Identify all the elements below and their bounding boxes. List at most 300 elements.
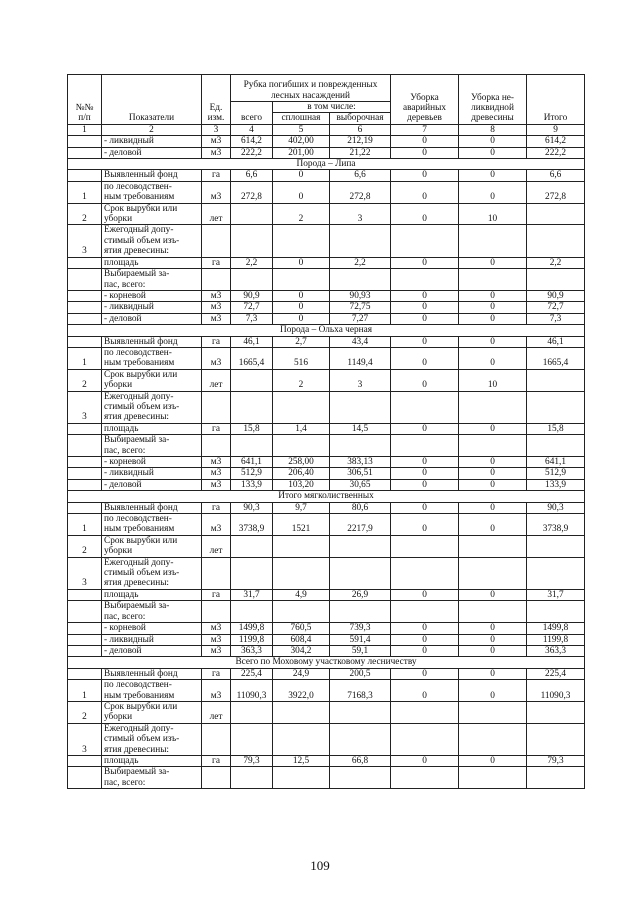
value-cell: 201,00: [273, 147, 330, 158]
value-cell: [527, 203, 585, 225]
value-cell: [459, 767, 527, 789]
value-cell: 0: [459, 755, 527, 766]
indicator-cell: Срок вырубки или уборки: [102, 535, 202, 557]
table-row: [68, 634, 585, 645]
indicator-cell: по лесоводствен- ным требованиям: [102, 680, 202, 702]
row-index-cell: [68, 290, 102, 301]
value-cell: 14,5: [330, 423, 391, 434]
value-cell: 0: [459, 423, 527, 434]
header-unit: Ед. изм.: [202, 75, 231, 125]
value-cell: 0: [459, 347, 527, 369]
unit-cell: м3: [202, 136, 231, 147]
value-cell: 0: [459, 502, 527, 513]
section-title: Порода – Ольха черная: [68, 325, 585, 336]
table-row: [68, 557, 585, 589]
table-row: [68, 589, 585, 600]
table-row: [68, 347, 585, 369]
row-index-cell: [68, 589, 102, 600]
value-cell: 46,1: [527, 336, 585, 347]
value-cell: 0: [273, 290, 330, 301]
row-index-cell: [68, 336, 102, 347]
value-cell: 0: [391, 257, 459, 268]
value-cell: 0: [459, 479, 527, 490]
value-cell: 206,40: [273, 468, 330, 479]
indicator-cell: Ежегодный допу- стимый объем изъ- ятия древесины:: [102, 723, 202, 755]
value-cell: 2,2: [527, 257, 585, 268]
table-row: [68, 203, 585, 225]
unit-cell: м3: [202, 623, 231, 634]
value-cell: [231, 269, 273, 291]
value-cell: 0: [459, 589, 527, 600]
row-index-cell: [68, 269, 102, 291]
table-row: [68, 257, 585, 268]
row-index-cell: 3: [68, 225, 102, 257]
value-cell: [273, 701, 330, 723]
row-index-cell: [68, 435, 102, 457]
value-cell: 0: [391, 755, 459, 766]
unit-cell: га: [202, 668, 231, 679]
value-cell: 363,3: [527, 645, 585, 656]
table-row: [68, 170, 585, 181]
unit-cell: м3: [202, 680, 231, 702]
section-title: Всего по Моховому участковому лесничеству: [68, 657, 585, 668]
value-cell: 614,2: [527, 136, 585, 147]
value-cell: 11090,3: [527, 680, 585, 702]
row-index-cell: [68, 645, 102, 656]
table-row: [68, 147, 585, 158]
value-cell: [231, 435, 273, 457]
row-index-cell: 2: [68, 203, 102, 225]
value-cell: 0: [459, 336, 527, 347]
value-cell: [527, 701, 585, 723]
value-cell: [231, 723, 273, 755]
value-cell: 6,6: [231, 170, 273, 181]
forest-felling-table: [67, 74, 585, 789]
colnum: 5: [273, 124, 330, 135]
value-cell: 225,4: [231, 668, 273, 679]
row-index-cell: 2: [68, 535, 102, 557]
value-cell: 0: [459, 313, 527, 324]
header-incl: в том числе:: [273, 102, 391, 113]
value-cell: 0: [459, 514, 527, 536]
value-cell: 90,9: [527, 290, 585, 301]
value-cell: [391, 535, 459, 557]
row-index-cell: 2: [68, 369, 102, 391]
value-cell: 10: [459, 203, 527, 225]
unit-cell: м3: [202, 147, 231, 158]
value-cell: 3: [330, 203, 391, 225]
unit-cell: га: [202, 502, 231, 513]
value-cell: [231, 767, 273, 789]
indicator-cell: Срок вырубки или уборки: [102, 203, 202, 225]
value-cell: 90,9: [231, 290, 273, 301]
value-cell: 1,4: [273, 423, 330, 434]
value-cell: 258,00: [273, 457, 330, 468]
value-cell: 21,22: [330, 147, 391, 158]
table-row: [68, 423, 585, 434]
indicator-cell: по лесоводствен- ным требованиям: [102, 181, 202, 203]
value-cell: [527, 535, 585, 557]
value-cell: 0: [391, 479, 459, 490]
row-index-cell: [68, 502, 102, 513]
row-index-cell: [68, 468, 102, 479]
value-cell: 90,3: [527, 502, 585, 513]
value-cell: [330, 723, 391, 755]
unit-cell: м3: [202, 514, 231, 536]
value-cell: 0: [391, 645, 459, 656]
value-cell: [231, 701, 273, 723]
section-title-row: [68, 657, 585, 668]
indicator-cell: Срок вырубки или уборки: [102, 369, 202, 391]
indicator-cell: Выбираемый за- пас, всего:: [102, 435, 202, 457]
value-cell: [527, 369, 585, 391]
table-row: [68, 645, 585, 656]
value-cell: [330, 557, 391, 589]
colnum: 1: [68, 124, 102, 135]
indicator-cell: - корневой: [102, 290, 202, 301]
row-index-cell: [68, 423, 102, 434]
table-row: [68, 457, 585, 468]
value-cell: 30,65: [330, 479, 391, 490]
value-cell: 6,6: [527, 170, 585, 181]
unit-cell: га: [202, 423, 231, 434]
colnum: 8: [459, 124, 527, 135]
value-cell: 0: [459, 457, 527, 468]
unit-cell: [202, 601, 231, 623]
value-cell: 0: [391, 302, 459, 313]
value-cell: 0: [459, 181, 527, 203]
value-cell: [330, 225, 391, 257]
value-cell: 614,2: [231, 136, 273, 147]
value-cell: [391, 269, 459, 291]
unit-cell: м3: [202, 645, 231, 656]
value-cell: [459, 723, 527, 755]
value-cell: 0: [459, 468, 527, 479]
row-index-cell: [68, 767, 102, 789]
unit-cell: м3: [202, 302, 231, 313]
indicator-cell: - ликвидный: [102, 136, 202, 147]
value-cell: 7,27: [330, 313, 391, 324]
value-cell: 225,4: [527, 668, 585, 679]
row-index-cell: [68, 634, 102, 645]
value-cell: [459, 701, 527, 723]
indicator-cell: Выбираемый за- пас, всего:: [102, 767, 202, 789]
colnum: 2: [102, 124, 202, 135]
table-row: [68, 136, 585, 147]
value-cell: [273, 557, 330, 589]
value-cell: 2,7: [273, 336, 330, 347]
table-row: [68, 435, 585, 457]
value-cell: 591,4: [330, 634, 391, 645]
value-cell: [391, 601, 459, 623]
value-cell: 0: [273, 302, 330, 313]
row-index-cell: [68, 755, 102, 766]
unit-cell: лет: [202, 535, 231, 557]
value-cell: [527, 767, 585, 789]
table-row: [68, 290, 585, 301]
value-cell: 212,19: [330, 136, 391, 147]
value-cell: [459, 435, 527, 457]
indicator-cell: площадь: [102, 589, 202, 600]
row-index-cell: [68, 479, 102, 490]
row-index-cell: [68, 170, 102, 181]
value-cell: 0: [391, 290, 459, 301]
table-row: [68, 601, 585, 623]
value-cell: [273, 391, 330, 423]
header-row-1: [68, 75, 585, 102]
unit-cell: [202, 391, 231, 423]
value-cell: 90,3: [231, 502, 273, 513]
table-row: [68, 623, 585, 634]
value-cell: [330, 435, 391, 457]
value-cell: [231, 557, 273, 589]
header-itogo: Итого: [527, 75, 585, 125]
indicator-cell: Выявленный фонд: [102, 336, 202, 347]
indicator-cell: по лесоводствен- ным требованиям: [102, 514, 202, 536]
value-cell: 7168,3: [330, 680, 391, 702]
row-index-cell: 1: [68, 347, 102, 369]
unit-cell: м3: [202, 181, 231, 203]
value-cell: [527, 601, 585, 623]
value-cell: 0: [459, 680, 527, 702]
row-index-cell: 3: [68, 557, 102, 589]
value-cell: 3738,9: [231, 514, 273, 536]
value-cell: 12,5: [273, 755, 330, 766]
value-cell: 79,3: [527, 755, 585, 766]
table-row: [68, 468, 585, 479]
value-cell: [231, 391, 273, 423]
header-selective: выборочная: [330, 113, 391, 124]
unit-cell: лет: [202, 369, 231, 391]
table-row: [68, 668, 585, 679]
indicator-cell: Выбираемый за- пас, всего:: [102, 601, 202, 623]
value-cell: 0: [391, 423, 459, 434]
indicator-cell: площадь: [102, 257, 202, 268]
value-cell: 3: [330, 369, 391, 391]
header-solid: сплошная: [273, 113, 330, 124]
table-row: [68, 535, 585, 557]
indicator-cell: - корневой: [102, 623, 202, 634]
value-cell: [273, 269, 330, 291]
value-cell: [527, 723, 585, 755]
value-cell: [527, 435, 585, 457]
header-felling: Рубка погибших и поврежденных лесных насаждений: [231, 75, 391, 102]
value-cell: 1499,8: [231, 623, 273, 634]
value-cell: 516: [273, 347, 330, 369]
value-cell: [330, 269, 391, 291]
unit-cell: лет: [202, 203, 231, 225]
value-cell: [459, 601, 527, 623]
section-title-row: [68, 159, 585, 170]
value-cell: [459, 269, 527, 291]
table-row: [68, 269, 585, 291]
indicator-cell: - ликвидный: [102, 634, 202, 645]
value-cell: 0: [391, 680, 459, 702]
indicator-cell: - деловой: [102, 313, 202, 324]
value-cell: 0: [391, 181, 459, 203]
value-cell: 2: [273, 369, 330, 391]
value-cell: [231, 601, 273, 623]
value-cell: 1665,4: [231, 347, 273, 369]
value-cell: 31,7: [527, 589, 585, 600]
value-cell: 10: [459, 369, 527, 391]
value-cell: [273, 723, 330, 755]
table-body: [68, 75, 585, 789]
value-cell: 0: [459, 645, 527, 656]
table-row: [68, 755, 585, 766]
row-index-cell: [68, 302, 102, 313]
indicator-cell: Ежегодный допу- стимый объем изъ- ятия древесины:: [102, 557, 202, 589]
value-cell: 0: [391, 623, 459, 634]
unit-cell: м3: [202, 634, 231, 645]
indicator-cell: - ликвидный: [102, 468, 202, 479]
value-cell: 1199,8: [231, 634, 273, 645]
unit-cell: м3: [202, 347, 231, 369]
value-cell: 80,6: [330, 502, 391, 513]
value-cell: 1499,8: [527, 623, 585, 634]
value-cell: 272,8: [231, 181, 273, 203]
value-cell: 272,8: [330, 181, 391, 203]
value-cell: 304,2: [273, 645, 330, 656]
value-cell: 512,9: [231, 468, 273, 479]
value-cell: 0: [391, 170, 459, 181]
value-cell: 6,6: [330, 170, 391, 181]
value-cell: 24,9: [273, 668, 330, 679]
value-cell: 0: [459, 136, 527, 147]
value-cell: [391, 767, 459, 789]
header-nonliquid: Уборка не- ликвидной древесины: [459, 75, 527, 125]
value-cell: 26,9: [330, 589, 391, 600]
row-index-cell: [68, 623, 102, 634]
value-cell: 133,9: [231, 479, 273, 490]
value-cell: 15,8: [231, 423, 273, 434]
indicator-cell: Выявленный фонд: [102, 502, 202, 513]
table-row: [68, 680, 585, 702]
unit-cell: м3: [202, 457, 231, 468]
value-cell: 760,5: [273, 623, 330, 634]
value-cell: [231, 225, 273, 257]
unit-cell: га: [202, 589, 231, 600]
value-cell: 0: [391, 203, 459, 225]
indicator-cell: Ежегодный допу- стимый объем изъ- ятия древесины:: [102, 225, 202, 257]
table-row: [68, 336, 585, 347]
value-cell: 2: [273, 203, 330, 225]
unit-cell: лет: [202, 701, 231, 723]
section-title-row: [68, 325, 585, 336]
value-cell: [231, 369, 273, 391]
section-title: Порода – Липа: [68, 159, 585, 170]
indicator-cell: по лесоводствен- ным требованиям: [102, 347, 202, 369]
page-number: 109: [310, 858, 330, 873]
row-index-cell: [68, 668, 102, 679]
row-index-cell: [68, 601, 102, 623]
value-cell: 0: [391, 668, 459, 679]
value-cell: 0: [459, 302, 527, 313]
value-cell: 72,7: [527, 302, 585, 313]
value-cell: [391, 701, 459, 723]
value-cell: [391, 225, 459, 257]
value-cell: 0: [459, 634, 527, 645]
value-cell: 46,1: [231, 336, 273, 347]
indicator-cell: - деловой: [102, 147, 202, 158]
row-index-cell: [68, 457, 102, 468]
unit-cell: м3: [202, 290, 231, 301]
table-row: [68, 723, 585, 755]
value-cell: 103,20: [273, 479, 330, 490]
value-cell: [330, 701, 391, 723]
value-cell: [459, 557, 527, 589]
value-cell: 0: [391, 313, 459, 324]
value-cell: [273, 225, 330, 257]
indicator-cell: Выбираемый за- пас, всего:: [102, 269, 202, 291]
value-cell: 0: [273, 257, 330, 268]
row-index-cell: 3: [68, 723, 102, 755]
section-title: Итого мягколиственных: [68, 491, 585, 502]
value-cell: 200,5: [330, 668, 391, 679]
unit-cell: [202, 767, 231, 789]
row-index-cell: [68, 257, 102, 268]
value-cell: 222,2: [527, 147, 585, 158]
value-cell: [391, 435, 459, 457]
indicator-cell: - деловой: [102, 479, 202, 490]
header-num: №№ п/п: [68, 75, 102, 125]
table-row: [68, 313, 585, 324]
value-cell: 1199,8: [527, 634, 585, 645]
indicator-cell: Срок вырубки или уборки: [102, 701, 202, 723]
colnum: 3: [202, 124, 231, 135]
value-cell: 641,1: [527, 457, 585, 468]
value-cell: 0: [391, 336, 459, 347]
value-cell: 90,93: [330, 290, 391, 301]
value-cell: 306,51: [330, 468, 391, 479]
value-cell: 0: [273, 181, 330, 203]
row-index-cell: 3: [68, 391, 102, 423]
value-cell: 0: [391, 514, 459, 536]
value-cell: [273, 535, 330, 557]
value-cell: 2,2: [231, 257, 273, 268]
value-cell: [330, 601, 391, 623]
value-cell: [527, 391, 585, 423]
value-cell: 0: [459, 623, 527, 634]
value-cell: 0: [391, 502, 459, 513]
value-cell: 0: [273, 170, 330, 181]
value-cell: [527, 557, 585, 589]
unit-cell: м3: [202, 479, 231, 490]
value-cell: 0: [459, 147, 527, 158]
value-cell: 0: [391, 457, 459, 468]
value-cell: 59,1: [330, 645, 391, 656]
value-cell: 43,4: [330, 336, 391, 347]
value-cell: 2217,9: [330, 514, 391, 536]
table-row: [68, 502, 585, 513]
value-cell: 0: [391, 589, 459, 600]
row-index-cell: [68, 136, 102, 147]
value-cell: [231, 535, 273, 557]
indicator-cell: площадь: [102, 423, 202, 434]
value-cell: 15,8: [527, 423, 585, 434]
value-cell: [459, 535, 527, 557]
indicator-cell: Ежегодный допу- стимый объем изъ- ятия древесины:: [102, 391, 202, 423]
unit-cell: га: [202, 336, 231, 347]
table-row: [68, 701, 585, 723]
value-cell: [273, 435, 330, 457]
value-cell: 11090,3: [231, 680, 273, 702]
row-index-cell: 2: [68, 701, 102, 723]
indicator-cell: Выявленный фонд: [102, 668, 202, 679]
value-cell: 72,75: [330, 302, 391, 313]
value-cell: 7,3: [231, 313, 273, 324]
value-cell: 2,2: [330, 257, 391, 268]
